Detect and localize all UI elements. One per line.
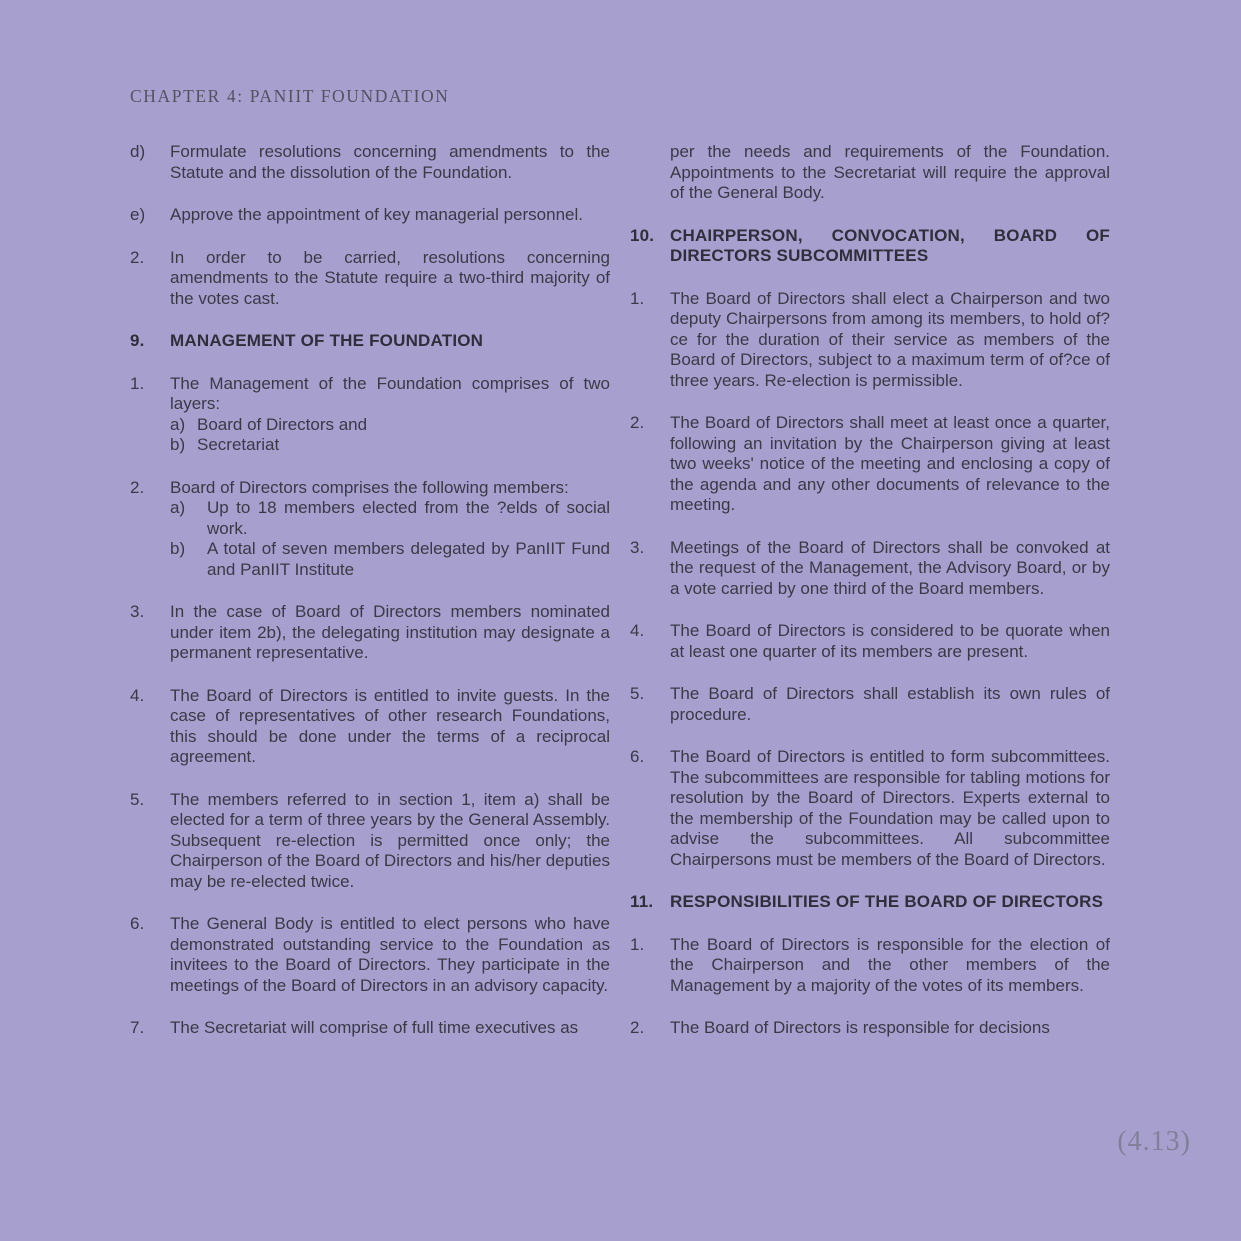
item-text	[170, 331, 610, 352]
item-label: 4.	[130, 685, 145, 705]
section-heading	[630, 226, 1110, 267]
item-paragraph: The Board of Directors is considered to be quorate when at least one quarter of its members are present.	[670, 621, 1110, 661]
list-item	[130, 1018, 610, 1039]
item-paragraph: The Board of Directors is entitled to invite guests. In the case of representatives of other research Foundations, this should be done under the terms of a reciprocal agreement.	[170, 685, 610, 766]
item-paragraph: MANAGEMENT OF THE FOUNDATION	[170, 331, 484, 350]
item-paragraph: The Management of the Foundation comprises of two layers:	[170, 373, 610, 413]
item-label: 7.	[130, 1018, 145, 1037]
list-item	[130, 478, 610, 581]
item-text	[670, 892, 1110, 913]
page-number: (4.13)	[1117, 1126, 1191, 1157]
list-item	[630, 935, 1110, 997]
item-text	[670, 142, 1110, 204]
item-paragraph: The Board of Directors is responsible for decisions	[670, 1018, 1050, 1037]
list-item	[130, 914, 610, 996]
sub-item-text: Secretariat	[197, 435, 280, 454]
chapter-header: CHAPTER 4: PANIIT FOUNDATION	[130, 86, 450, 106]
item-label: 5.	[630, 684, 645, 703]
list-item	[630, 538, 1110, 600]
list-item	[630, 1018, 1110, 1039]
sub-item-label: b)	[170, 435, 186, 454]
left-column	[130, 142, 610, 1061]
item-label: 11.	[630, 892, 654, 911]
item-text	[170, 914, 610, 996]
item-paragraph: Formulate resolutions concerning amendments to the Statute and the dissolution of the Foundation.	[170, 142, 610, 182]
list-item	[630, 747, 1110, 870]
list-item	[130, 205, 610, 226]
section-heading	[630, 892, 1110, 913]
list-item	[130, 686, 610, 768]
item-paragraph: In order to be carried, resolutions concerning amendments to the Statute require a two-third majority of the votes cast.	[170, 247, 610, 308]
item-text	[670, 621, 1110, 662]
list-item	[130, 374, 610, 456]
item-paragraph: per the needs and requirements of the Foundation. Appointments to the Secretariat will require the approval of the General Body.	[670, 142, 1110, 202]
item-label: 2.	[630, 413, 645, 432]
sub-item-label: b)	[170, 539, 186, 558]
list-item	[130, 790, 610, 893]
sub-item-label: a)	[170, 414, 186, 434]
item-label: 4.	[630, 621, 645, 640]
item-paragraph: The General Body is entitled to elect persons who have demonstrated outstanding service to the Foundation as invitees to the Board of Directors. They participate in the meetings of the Board of Directors in an advisory capacity.	[170, 914, 610, 995]
item-text	[170, 142, 610, 183]
item-text	[670, 684, 1110, 725]
item-paragraph: The Secretariat will comprise of full time executives as	[170, 1018, 579, 1037]
item-label: 6.	[630, 747, 645, 766]
list-item	[130, 142, 610, 183]
two-column-layout	[130, 142, 1111, 1061]
item-label: d)	[130, 142, 146, 161]
item-text	[170, 790, 610, 893]
item-text	[170, 478, 610, 581]
item-label: 5.	[130, 789, 145, 809]
item-text	[670, 289, 1110, 392]
sub-item	[170, 435, 610, 456]
item-text	[170, 374, 610, 456]
item-label: 2.	[130, 477, 145, 497]
list-item	[630, 684, 1110, 725]
item-paragraph: Approve the appointment of key managerial personnel.	[170, 205, 583, 224]
item-label: 1.	[630, 288, 645, 308]
right-column	[630, 142, 1110, 1061]
item-text	[670, 1018, 1110, 1039]
item-paragraph: The members referred to in section 1, item a) shall be elected for a term of three years by the General Assembly. Subsequent re-election is permitted once only; the Chairperson of the Board of Directors and his/her deputies may be re-elected twice.	[170, 789, 610, 891]
list-item	[630, 289, 1110, 392]
item-label: e)	[130, 205, 146, 224]
section-heading	[130, 331, 610, 352]
item-text	[170, 205, 610, 226]
item-paragraph: Board of Directors comprises the following members:	[170, 477, 569, 497]
item-paragraph: The Board of Directors shall elect a Chairperson and two deputy Chairpersons from among its members, to hold of?ce for the duration of their service as members of the Board of Directors, subject to a maximum term of of?ce of three years. Re-election is permissible.	[670, 288, 1110, 390]
item-text	[170, 1018, 610, 1039]
item-label: 2.	[130, 247, 145, 267]
item-paragraph: RESPONSIBILITIES OF THE BOARD OF DIRECTORS	[670, 892, 1104, 911]
item-text	[170, 248, 610, 310]
item-paragraph: In the case of Board of Directors members nominated under item 2b), the delegating institution may designate a permanent representative.	[170, 602, 610, 662]
item-label: 3.	[130, 602, 145, 621]
item-label: 1.	[130, 373, 145, 393]
paragraph-continuation	[630, 142, 1110, 204]
sub-item	[170, 415, 610, 436]
sub-item-label: a)	[170, 498, 186, 517]
list-item	[130, 602, 610, 664]
item-text	[670, 935, 1110, 997]
item-label: 3.	[630, 537, 645, 557]
list-item	[630, 621, 1110, 662]
sub-item	[170, 539, 610, 580]
item-paragraph: The Board of Directors is responsible for the election of the Chairperson and the other members of the Management by a majority of the votes of its members.	[670, 934, 1110, 995]
list-item	[130, 248, 610, 310]
sub-item-text: A total of seven members delegated by PanIIT Fund and PanIIT Institute	[207, 539, 610, 579]
item-paragraph: CHAIRPERSON, CONVOCATION, BOARD OF DIRECTORS SUBCOMMITTEES	[670, 225, 1110, 265]
item-text	[670, 747, 1110, 870]
item-text	[170, 686, 610, 768]
item-text	[670, 226, 1110, 267]
item-label: 9.	[130, 331, 145, 350]
item-label	[630, 142, 670, 204]
item-label: 10.	[630, 225, 655, 245]
list-item	[630, 413, 1110, 516]
item-paragraph: The Board of Directors shall establish its own rules of procedure.	[670, 684, 1110, 724]
item-label: 2.	[630, 1018, 645, 1037]
sub-item-text: Board of Directors and	[197, 414, 368, 434]
item-text	[670, 413, 1110, 516]
item-paragraph: The Board of Directors shall meet at least once a quarter, following an invitation by the Chairperson giving at least two weeks' notice of the meeting and enclosing a copy of the agenda and any other documents of relevance to the meeting.	[670, 413, 1110, 514]
item-label: 6.	[130, 914, 145, 933]
item-label: 1.	[630, 934, 645, 954]
sub-item-text: Up to 18 members elected from the ?elds of social work.	[207, 498, 610, 538]
item-text	[670, 538, 1110, 600]
sub-item	[170, 498, 610, 539]
item-paragraph: Meetings of the Board of Directors shall be convoked at the request of the Management, the Advisory Board, or by a vote carried by one third of the Board members.	[670, 537, 1110, 598]
item-text	[170, 602, 610, 664]
item-paragraph: The Board of Directors is entitled to form subcommittees. The subcommittees are responsible for tabling motions for resolution by the Board of Directors. Experts external to the membership of the Foundation may be called upon to advise the subcommittees. All subcommittee Chairpersons must be members of the Board of Directors.	[670, 747, 1110, 869]
